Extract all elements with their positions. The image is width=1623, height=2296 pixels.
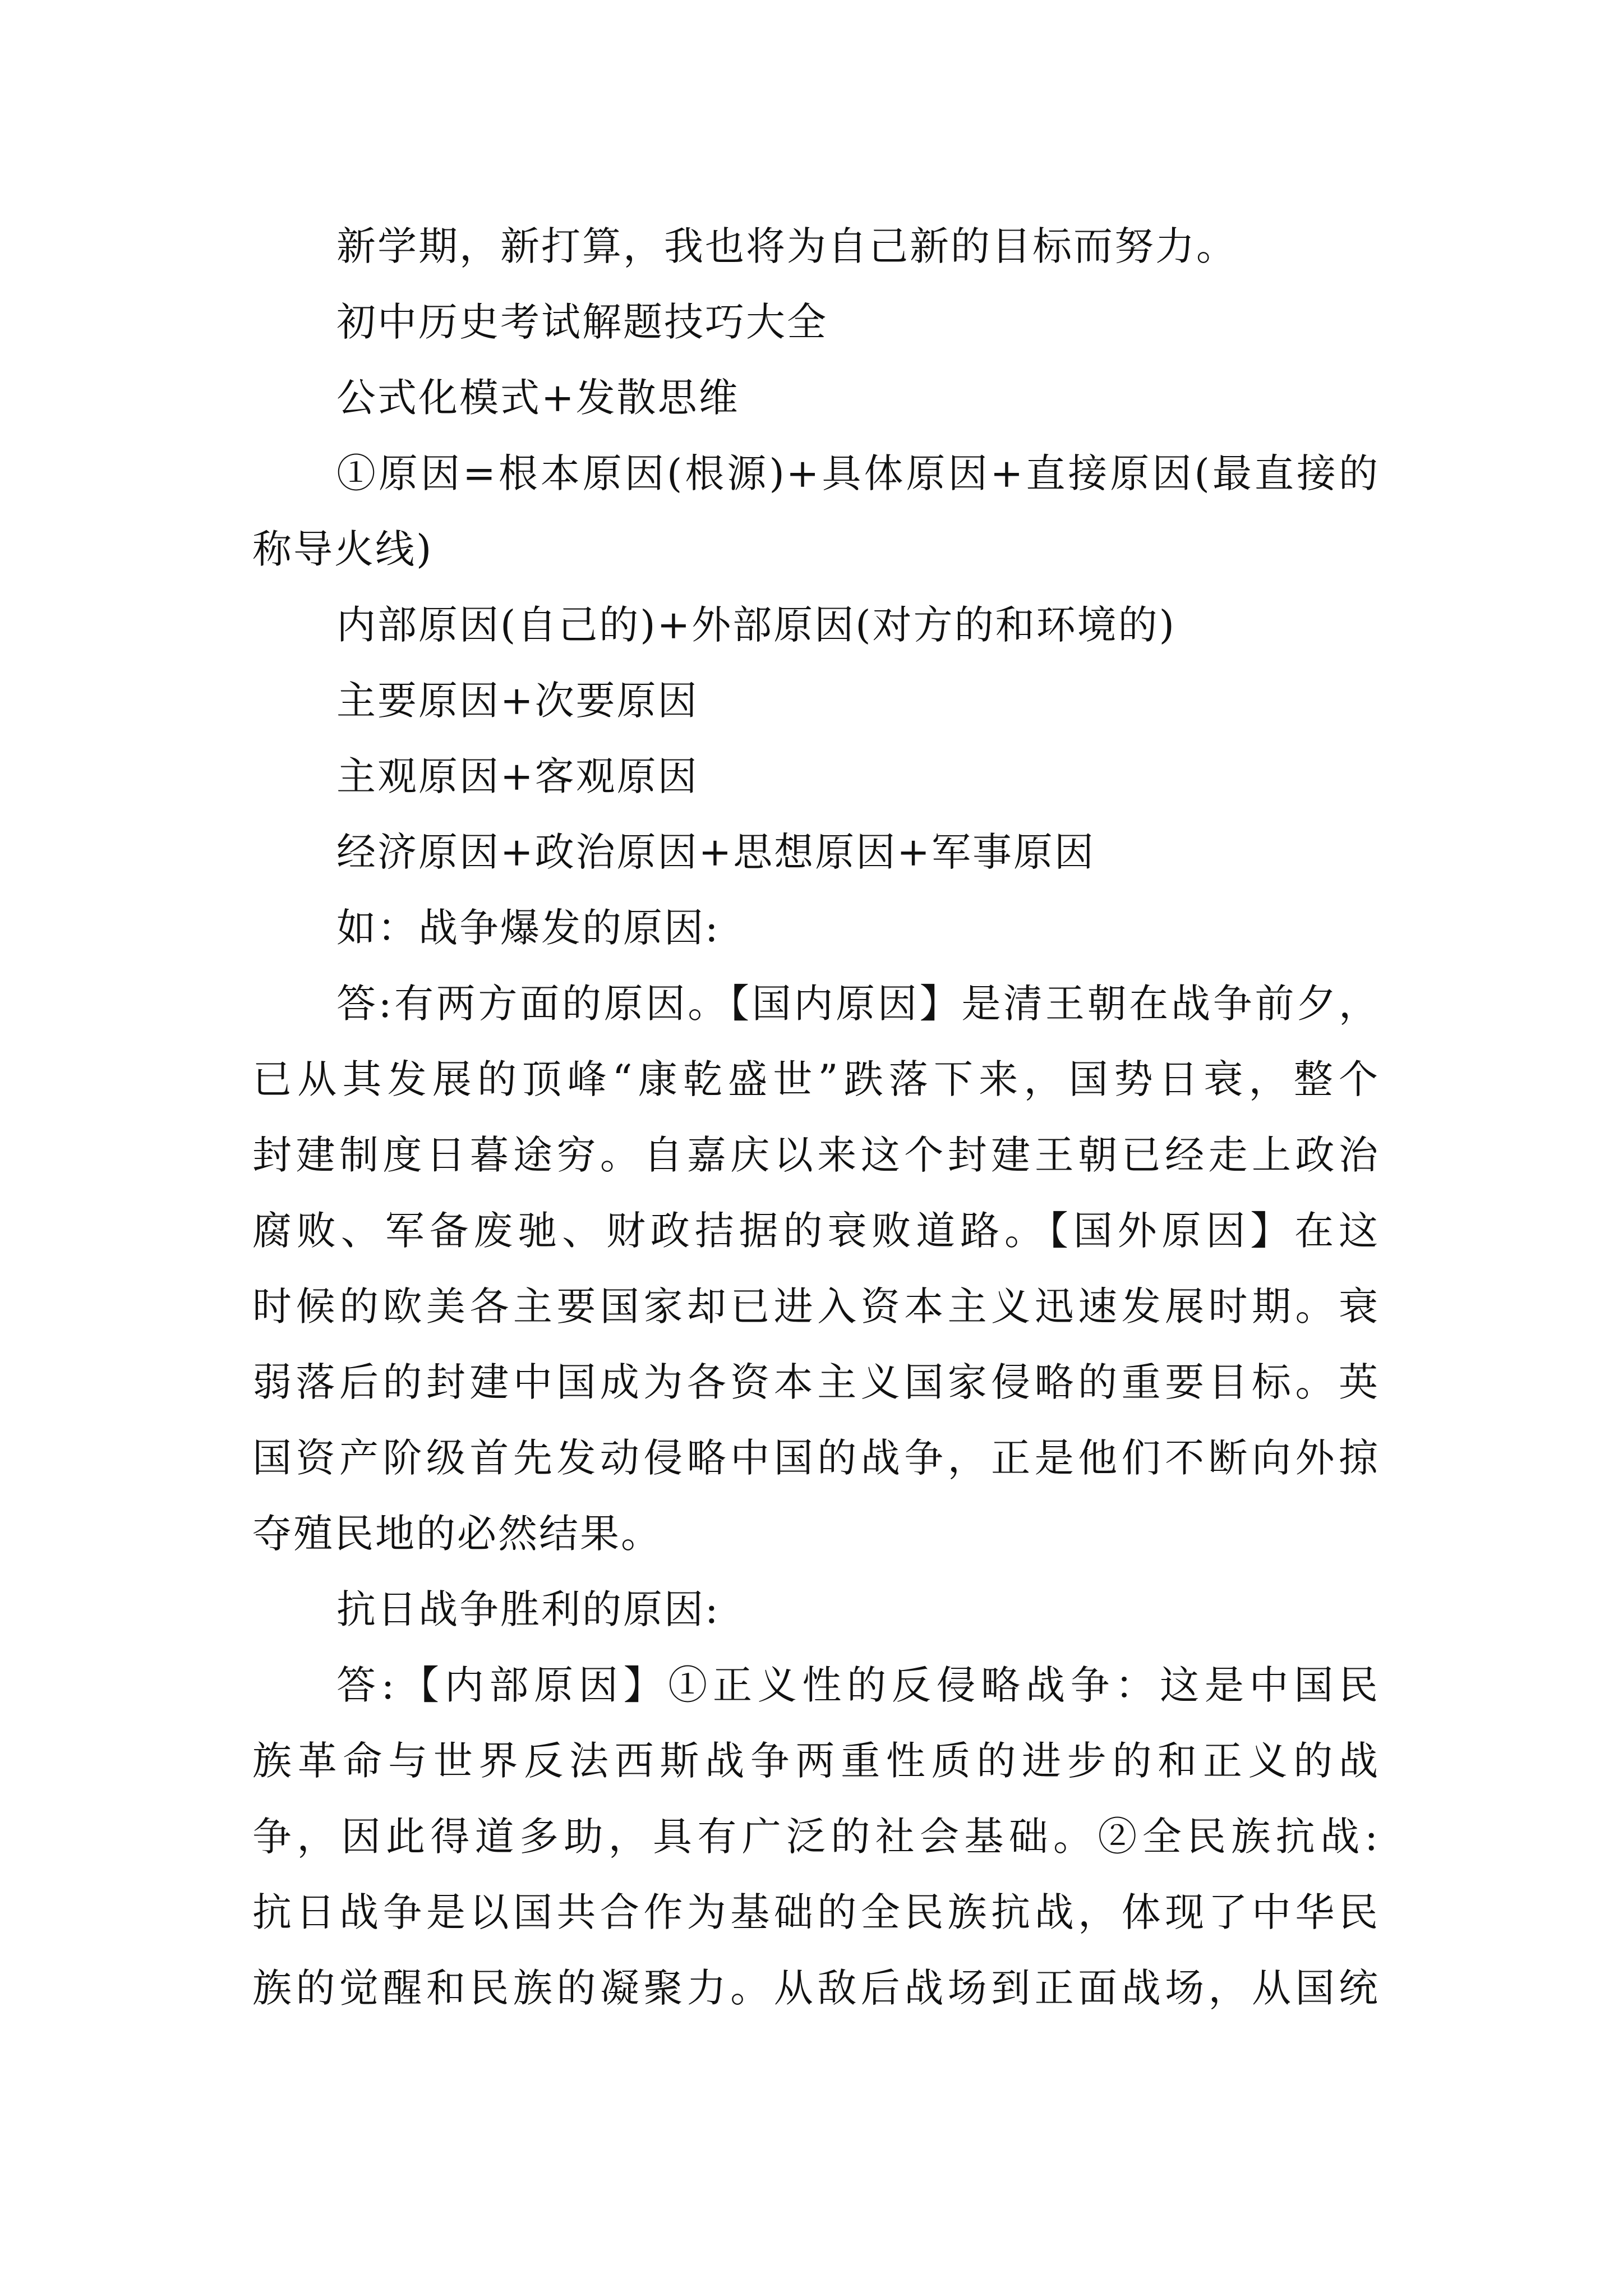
answer-line: 时候的欧美各主要国家却已进入资本主义迅速发展时期。衰 <box>252 1283 1380 1329</box>
answer-line: 弱落后的封建中国成为各资本主义国家侵略的重要目标。英 <box>252 1359 1380 1405</box>
answer-line: 族革命与世界反法西斯战争两重性质的进步的和正义的战 <box>252 1738 1380 1784</box>
text-line: 称导火线) <box>252 526 434 572</box>
text-line: 公式化模式+发散思维 <box>336 375 740 421</box>
answer-line: 抗日战争是以国共合作为基础的全民族抗战，体现了中华民 <box>252 1889 1380 1935</box>
answer-line: 族的觉醒和民族的凝聚力。从敌后战场到正面战场，从国统 <box>252 1965 1380 2011</box>
section-heading: 初中历史考试解题技巧大全 <box>336 299 828 345</box>
answer-line: 腐败、军备废驰、财政拮据的衰败道路。【国外原因】在这 <box>252 1208 1380 1254</box>
answer-line: 已从其发展的顶峰“康乾盛世”跌落下来，国势日衰，整个 <box>252 1056 1380 1102</box>
answer-line: 夺殖民地的必然结果。 <box>252 1511 662 1557</box>
document-body <box>252 209 1380 2026</box>
question-line: 如：战争爆发的原因: <box>336 905 720 951</box>
text-line: 主观原因+客观原因 <box>336 753 699 799</box>
text-line: 新学期，新打算，我也将为自己新的目标而努力。 <box>336 223 1237 269</box>
text-line: ①原因=根本原因(根源)+具体原因+直接原因(最直接的 <box>336 450 1380 496</box>
text-line: 内部原因(自己的)+外部原因(对方的和环境的) <box>336 602 1176 648</box>
answer-line: 答:有两方面的原因。【国内原因】是清王朝在战争前夕， <box>336 981 1380 1027</box>
answer-line: 争，因此得道多助，具有广泛的社会基础。②全民族抗战: <box>252 1814 1380 1860</box>
answer-line: 答:【内部原因】①正义性的反侵略战争：这是中国民 <box>336 1662 1380 1708</box>
text-line: 主要原因+次要原因 <box>336 678 699 724</box>
answer-line: 封建制度日暮途穷。自嘉庆以来这个封建王朝已经走上政治 <box>252 1132 1380 1178</box>
text-line: 经济原因+政治原因+思想原因+军事原因 <box>336 829 1095 875</box>
answer-line: 国资产阶级首先发动侵略中国的战争，正是他们不断向外掠 <box>252 1435 1380 1481</box>
question-line: 抗日战争胜利的原因: <box>336 1586 720 1632</box>
